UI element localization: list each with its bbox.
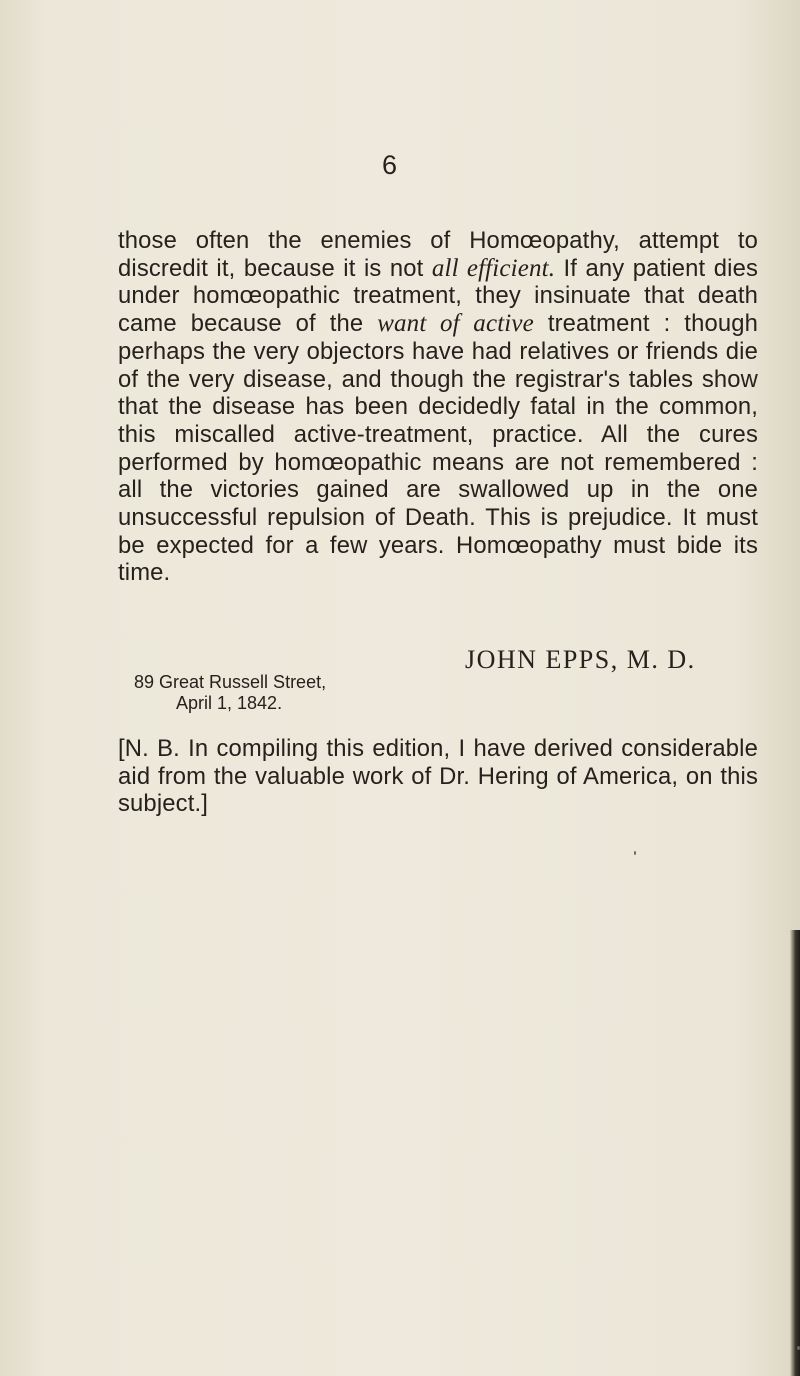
text-run: If any patient dies under homœopathic treatment, they insinuate that death came because of the [118, 254, 759, 338]
paper-speck [634, 851, 636, 855]
page-number: 6 [382, 150, 398, 180]
letter-date: April 1, 1842. [176, 693, 283, 713]
author-signature: JOHN EPPS, M. D. [465, 645, 696, 674]
italic-text-run: all efficient. [431, 254, 556, 282]
editorial-note: [N. B. In compiling this edition, I have derived considerable aid from the valuable work of Dr. Hering of America, on this subject.] [118, 735, 758, 818]
italic-text-run: want of active [377, 310, 534, 338]
text-run: treatment : though perhaps the very objectors have had relatives or friends die of the very disease, and though the registrar's tables show that the disease has been decidedly fatal in the common, this miscalled active-treatment, practice. All the cures performed by homœopathic means are not remembered : all the victories gained are swallowed up in the one unsuccessful repulsion of Death. This is prejudice. It must be expected for a few years. Homœopathy must bide its time. [118, 310, 758, 587]
author-address [134, 672, 326, 714]
page-edge-shadow [790, 930, 800, 1376]
body-paragraph [118, 227, 758, 587]
text-run: those often the enemies of Homœopathy, attempt to discredit it, because it is not [118, 227, 758, 282]
address-line: 89 Great Russell Street, [134, 672, 327, 692]
body-paragraph-content [118, 227, 758, 587]
